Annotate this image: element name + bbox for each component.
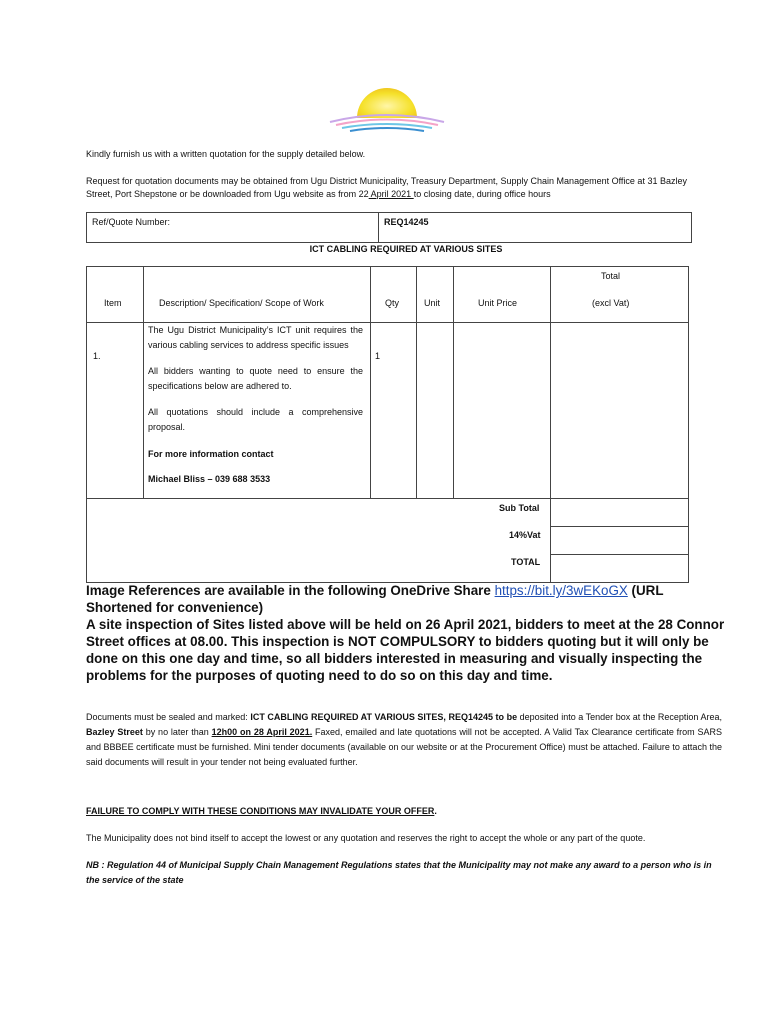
submission-marking: ICT CABLING REQUIRED AT VARIOUS SITES, REQ14245 to be <box>250 712 518 722</box>
onedrive-link[interactable]: https://bit.ly/3wEKoGX <box>494 583 628 598</box>
submission-deadline: 12h00 on 28 April 2021. <box>211 727 313 737</box>
description-paragraph-1: The Ugu District Municipality’s ICT unit requires the various cabling services to address specific issues <box>148 325 363 350</box>
image-references-text: Image References are available in the following OneDrive Share <box>86 583 495 598</box>
row-item-number: 1. <box>93 351 101 361</box>
submission-text: by no later than <box>142 727 212 737</box>
col-divider <box>453 267 454 499</box>
ugu-sun-logo-icon <box>322 78 452 136</box>
header-unit: Unit <box>424 298 441 308</box>
col-divider <box>143 267 144 499</box>
submission-text: deposited into a Tender box at the Reception Area, <box>517 712 722 722</box>
submission-paragraph <box>86 710 722 770</box>
header-item: Item <box>104 298 122 308</box>
contact-person: Michael Bliss – 039 688 3533 <box>148 474 271 484</box>
vat-label: 14%Vat <box>509 530 541 540</box>
submission-text: Documents must be sealed and marked: <box>86 712 251 722</box>
header-total: Total <box>601 271 621 281</box>
request-paragraph <box>86 175 701 201</box>
contact-heading: For more information contact <box>148 449 274 459</box>
header-description: Description/ Specification/ Scope of Work <box>159 298 324 308</box>
image-references-tail: (URL Shortened for convenience) <box>86 583 664 615</box>
ref-quote-number: REQ14245 <box>384 217 429 227</box>
row-divider <box>87 498 688 499</box>
total-label: TOTAL <box>511 557 541 567</box>
site-inspection-notice: A site inspection of Sites listed above will be held on 26 April 2021, bidders to meet at the 28 Connor Street offices at 08.00. This inspection is NOT COMPULSORY to bidders quoting but it will only be done on this one day and time, so all bidders interested in measuring and visually inspecting the problems for the purposes of quoting need to do so on this day and time. <box>86 617 725 683</box>
col-divider <box>550 267 551 582</box>
failure-warning-line <box>86 804 722 819</box>
row-qty: 1 <box>375 351 381 361</box>
intro-line: Kindly furnish us with a written quotation for the supply detailed below. <box>86 149 366 159</box>
col-divider <box>416 267 417 499</box>
row-divider <box>550 554 688 555</box>
nb-note: NB : Regulation 44 of Municipal Supply Chain Management Regulations states that the Municipality may not make any award to a person who is in the service of the state <box>86 860 712 885</box>
request-date: April 2021 <box>368 189 414 199</box>
header-qty: Qty <box>385 298 400 308</box>
quotation-table <box>86 266 689 583</box>
section-title: ICT CABLING REQUIRED AT VARIOUS SITES <box>309 244 503 254</box>
municipality-note: The Municipality does not bind itself to accept the lowest or any quotation and reserves the right to accept the whole or any part of the quote. <box>86 833 646 843</box>
ref-quote-table <box>86 212 692 243</box>
failure-warning: FAILURE TO COMPLY WITH THESE CONDITIONS MAY INVALIDATE YOUR OFFER <box>86 806 435 816</box>
sub-total-label: Sub Total <box>499 503 540 513</box>
header-unit-price: Unit Price <box>478 298 518 308</box>
notice-block <box>86 582 726 684</box>
ref-quote-label: Ref/Quote Number: <box>87 213 379 242</box>
request-text-end: to closing date, during office hours <box>413 189 551 199</box>
description-paragraph-2: All bidders wanting to quote need to ensure the specifications below are adhered to. <box>148 366 363 391</box>
col-divider <box>370 267 371 499</box>
failure-period: . <box>434 806 437 816</box>
submission-street: Bazley Street <box>86 727 143 737</box>
header-total-excl-vat: (excl Vat) <box>592 298 630 308</box>
row-divider <box>550 526 688 527</box>
request-text-start: Request for quotation documents may be obtained from Ugu District Municipality, Treasury Department, Supply Chain Management Office at 31 Bazley Street, Port Shepstone or be downloaded from Ugu website as from 22 <box>86 176 687 199</box>
submission-text: Faxed, emailed and late quotations will not be accepted. A Valid Tax Clearance certificate from SARS and BBBEE certificate must be furnished. Mini tender documents (available on our website or at the Procurement Office) must be attached. Failure to attach the said documents will result in your tender not being evaluated further. <box>86 727 723 767</box>
description-paragraph-3: All quotations should include a comprehensive proposal. <box>148 407 363 432</box>
